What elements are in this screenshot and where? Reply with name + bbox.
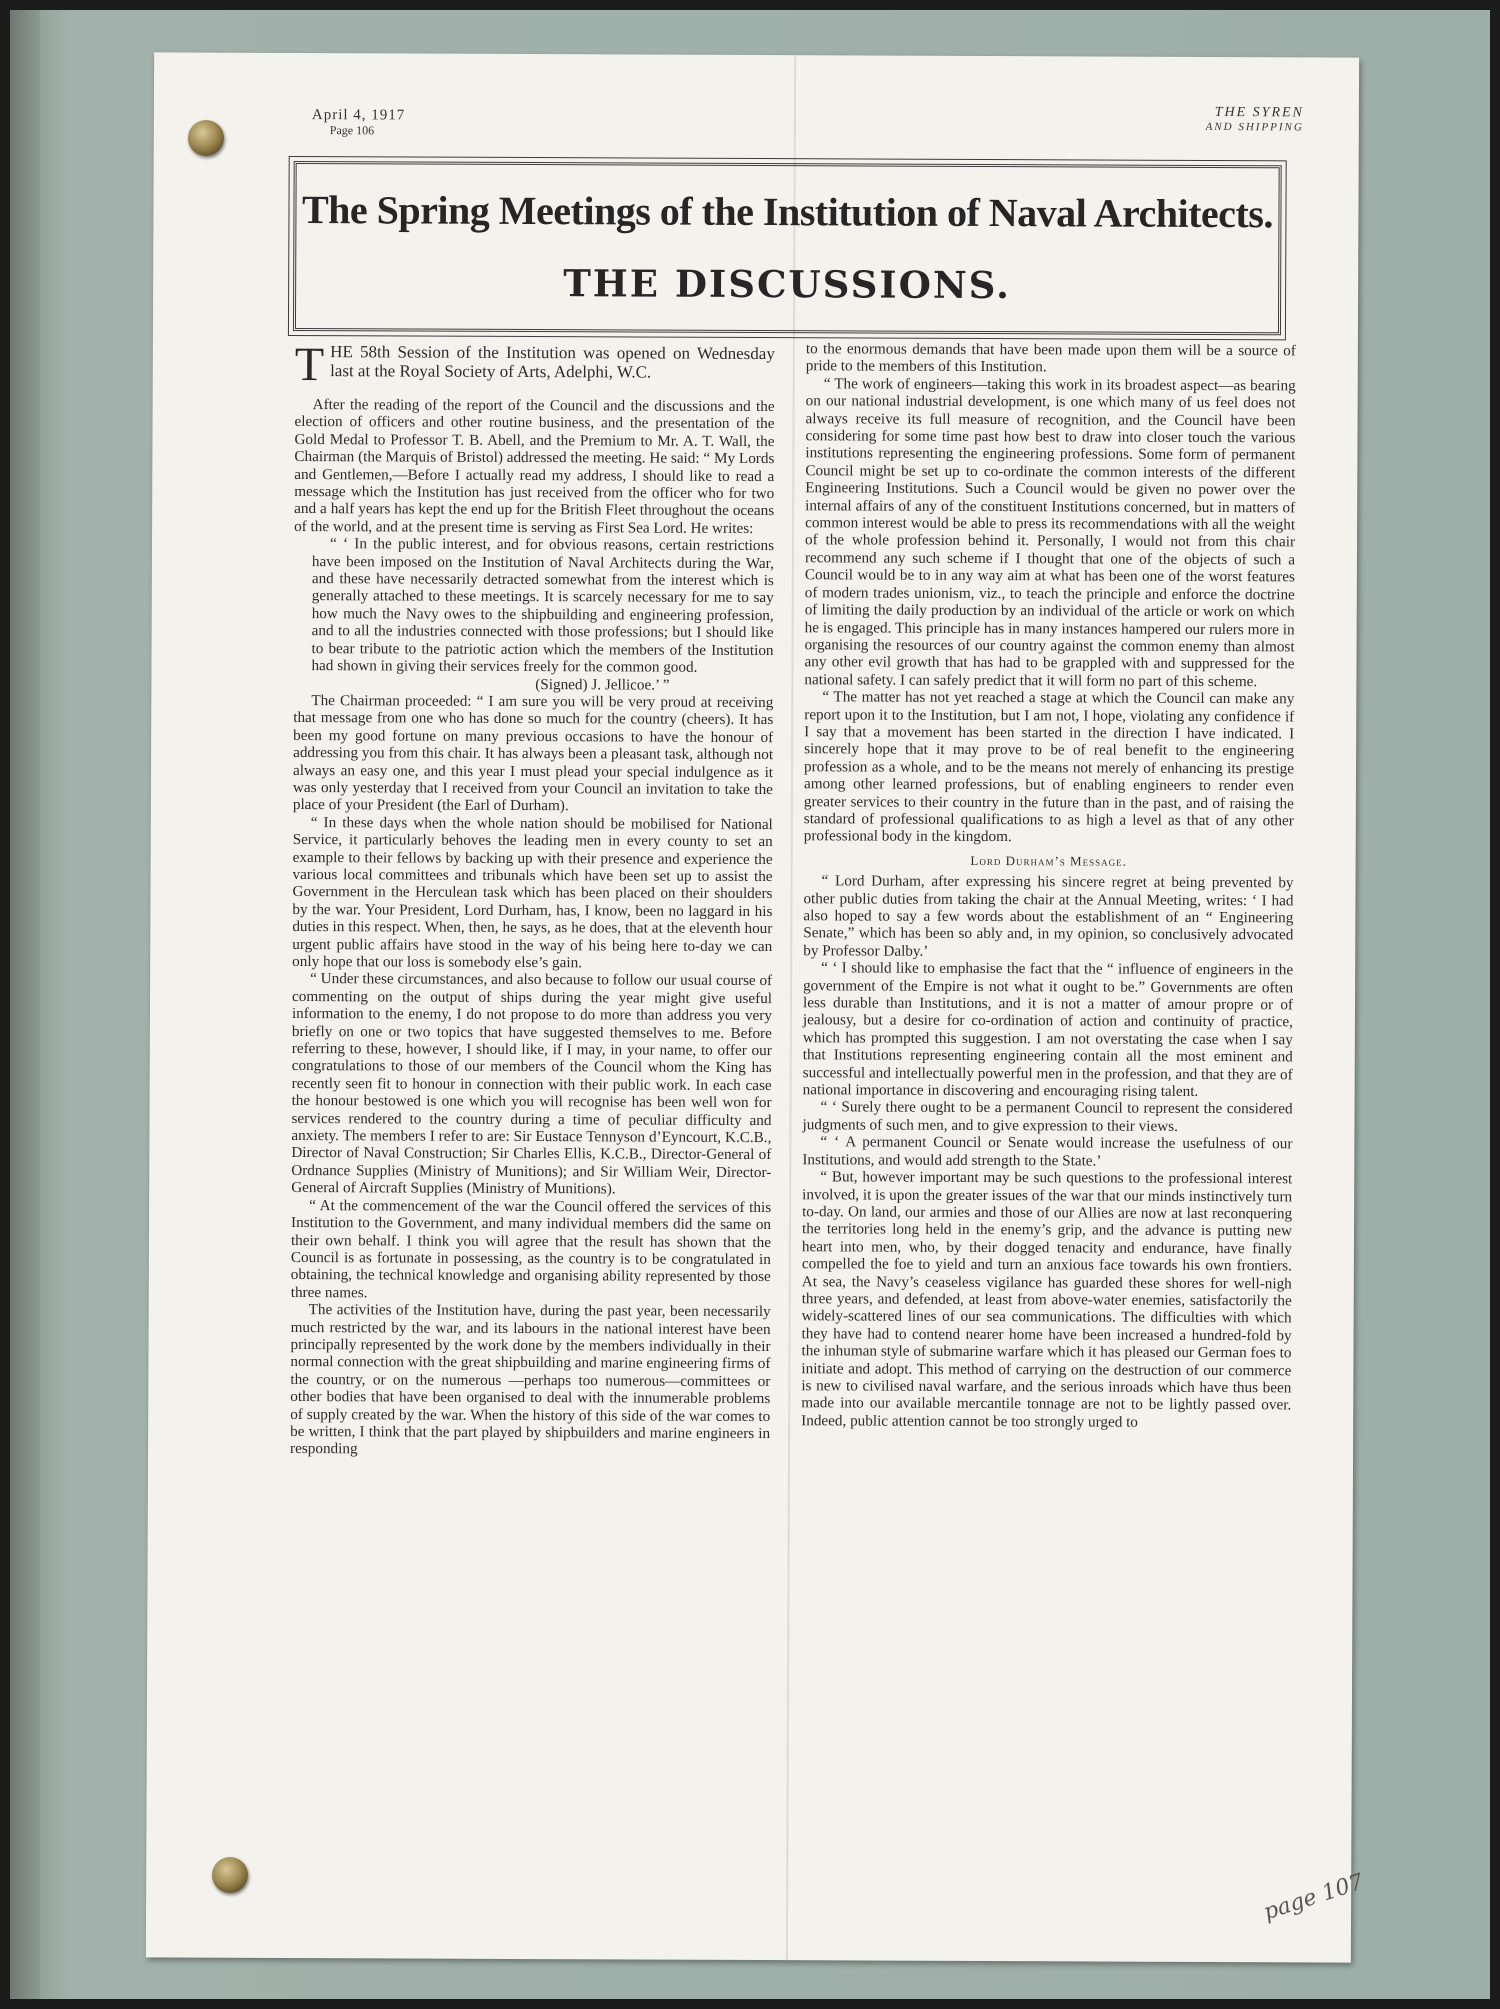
- binding-rivet-top: [188, 120, 224, 156]
- article-title: The Spring Meetings of the Institution of Naval Architects.: [301, 187, 1273, 237]
- issue-header: [312, 108, 406, 138]
- paragraph: The activities of the Institution have, during the past year, been necessarily much restricted by the war, and its labours in the national interest have been principally represented by the work done by the members individually in their normal connection with the great shipbuilding and marine engineering firms of the country, or on the numerous —perhaps too numerous—committees or other bodies that have been organised to deal with the innumerable problems of supply created by the war. When the history of this side of the war comes to be written, I think that the part played by shipbuilders and marine engineers in responding: [290, 1301, 771, 1458]
- title-box: [293, 161, 1282, 335]
- publication-name: THE SYREN: [1214, 105, 1304, 121]
- paragraph: “ ‘ I should like to emphasise the fact that the “ influence of engineers in the government of the Empire is not what it ought to be.” Governments are often less durable than Institutions, and it is not a matter of amour propre or of jealousy, but a desire for co-ordination of action and continuity of practice, which has prompted this suggestion. I am not overstating the case when I say that Institutions representing engineering contain all the most eminent and successful and intellectually powerful men in the profession, and that they are of national importance in discovering and encouraging rising talent.: [802, 959, 1294, 1101]
- paragraph: “ ‘ Surely there ought to be a permanent Council to represent the considered judgments of such men, and to give expression to their views.: [802, 1098, 1293, 1135]
- signature: (Signed) J. Jellicoe.’ ”: [535, 675, 670, 694]
- paragraph: “ ‘ A permanent Council or Senate would increase the usefulness of our Institutions, and would add strength to the State.’: [802, 1133, 1293, 1170]
- paragraph: “ At the commencement of the war the Council offered the services of this Institution to the Government, and many individual members did the same on their own behalf. I think you will agree that the result has shown that the Council is as fortunate in possessing, as the country is to be congratulated in obtaining, the technical knowledge and organising ability represented by those three names.: [290, 1196, 772, 1302]
- paragraph: After the reading of the report of the Council and the discussions and the election of officers and other routine business, and the presentation of the Gold Medal to Professor T. B. Abell, and the Premium to Mr. A. T. Wall, the Chairman (the Marquis of Bristol) addressed the meeting. He said: “ My Lords and Gentlemen,—Before I actually read my address, I should like to read a message which the Institution has just received from the officer who for two and a half years has kept the end up for the British Fleet throughout the oceans of the world, and at the present time is serving as First Sea Lord. He writes:: [294, 396, 775, 537]
- issue-date: April 4, 1917: [311, 107, 406, 124]
- paragraph: “ In these days when the whole nation should be mobilised for National Service, it particularly behoves the leading men in every county to set an example to their fellows by backing up with their presence and experience the various local committees and tribunals which have been set up to assist the Government in the Herculean task which has been placed on their shoulders by the war. Your President, Lord Durham, has, I know, been no laggard in his duties in this respect. When, then, he says, as he does, that at the eleventh hour urgent public affairs have stood in the way of his being here to-day we can only hope that our loss is somebody else’s gain.: [292, 813, 773, 972]
- binding-rivet-bottom: [212, 1857, 248, 1893]
- paragraph: “ But, however important may be such questions to the professional interest involved, it is upon the greater issues of the war that our minds instinctively turn to-day. On land, our armies and those of our Allies are now at last reconquering the territories long held in the enemy’s grip, and the advance is putting new heart into men, who, by their dogged tenacity and endurance, have finally compelled the foe to yield and turn an anxious face towards his own frontiers. At sea, the Navy’s ceaseless vigilance has guarded these shores for well-nigh three years, and defended, at least from above-water enemies, satisfactorily the widely-scattered lines of our sea communications. The difficulties with which they have had to contend nearer home have been increased a hundred-fold by the inhuman style of submarine warfare which it has pleased our German foes to initiate and adopt. This method of carrying on the destruction of our commerce is new to civilised naval warfare, and the serious inroads which have thus been made into our available mercantile tonnage are not to be lightly passed over. Indeed, public attention cannot be too strongly urged to: [801, 1168, 1293, 1431]
- issue-page-number: Page 106: [329, 123, 375, 138]
- handwritten-page-note: page 107: [1260, 1869, 1367, 1926]
- publication-subtitle: AND SHIPPING: [1205, 120, 1304, 134]
- binding-strip: [10, 10, 40, 1999]
- paragraph: “ The matter has not yet reached a stage at which the Council can make any report upon it to the Institution, but I am not, I hope, violating any confidence if I say that a movement has been started in the direction I have indicated. I sincerely hope that it may prove to be of real benefit to the engineering profession as a whole, and to be the means not merely of enhancing its prestige among other learned professions, but of enabling engineers to render even greater services to their country in the future than in the past, and of raising the standard of professional qualifications to as high a level as that of any other professional body in the kingdom.: [803, 688, 1295, 846]
- left-column: [290, 337, 775, 1460]
- paragraph: “ Lord Durham, after expressing his sincere regret at being prevented by other public duties from taking the chair at the Annual Meeting, writes: ‘ I had also hoped to say a few words about the establishment of an “ Engineering Senate,” which has been so ably and, in my opinion, so conclusively advocated by Professor Dalby.’: [803, 872, 1294, 960]
- paragraph: The Chairman proceeded: “ I am sure you will be very proud at receiving that message from one who has done so much for the country (cheers). It has been my good fortune on many previous occasions to have the honour of addressing you from this chair. It has always been a pleasant task, although not always an easy one, and this year I must plead your special indulgence as it was only yesterday that I received from your Council an invitation to take the place of your President (the Earl of Durham).: [292, 691, 774, 815]
- publication-header: [1124, 105, 1304, 136]
- quote-paragraph: “ ‘ In the public interest, and for obvious reasons, certain restrictions have been imposed on the Institution of Naval Architects during the War, and these have necessarily detracted somewhat from the interest which is generally attached to these meetings. It is scarcely necessary for me to say how much the Navy owes to the shipbuilding and engineering profession, and to all the industries connected with those professions; but I should like to bear tribute to the patriotic action which the members of the Institution had shown in giving their services freely for the common good.: [311, 535, 775, 676]
- section-subheading: Lord Durham’s Message.: [970, 852, 1127, 869]
- newspaper-page: [146, 52, 1359, 1962]
- lead-text: HE 58th Session of the Institution was opened on Wednesday last at the Royal Society of Arts, Adelphi, W.C.: [330, 342, 775, 382]
- article-subtitle: THE DISCUSSIONS.: [563, 261, 1012, 308]
- paragraph: “ Under these circumstances, and also because to follow our usual course of commenting on the output of ships during the year might give useful information to the enemy, I do not propose to do more than address you very briefly on one or two topics that have suggested themselves to me. Before referring to these, however, I should like, if I may, in your name, to offer our congratulations to those of our members of the Council whom the King has recently seen fit to honour in connection with their public work. In each case the honour bestowed is one which you will recognise has been well won for services rendered to the country during a time of peculiar difficulty and anxiety. The members I refer to are: Sir Eustace Tennyson d’Eyncourt, K.C.B., Director of Naval Construction; Sir Charles Ellis, K.C.B., Director-General of Ordnance Supplies (Ministry of Munitions); and Sir William Weir, Director-General of Aircraft Supplies (Ministry of Munitions).: [291, 970, 773, 1198]
- page-fold: [786, 55, 796, 1960]
- paragraph: “ The work of engineers—taking this work in its broadest aspect—as bearing on our national industrial development, is one which many of us feel does not always receive its full measure of recognition, and the Council have been considering for some time past how best to draw into closer touch the various institutions representing the engineering professions. Some form of permanent Council might be set up to co-ordinate the common interests of the different Engineering Institutions. Such a Council would be given no power over the internal affairs of any of the constituent Institutions concerned, but in matters of common interest would be able to press its recommendations with all the weight of the whole profession behind it. Personally, I would not from this chair recommend any such scheme if I thought that one of the objects of such a Council would be to in any way aim at what has been one of the worst features of modern trades unionism, viz., to teach the principle and enforce the doctrine of limiting the daily production by an individual of the article or work on which he is engaged. This principle has in many instances hampered our rulers more in organising the resources of our country against the common enemy than almost any other evil growth that has had to be grappled with and suppressed for the national safety. I can safely predict that it will form no part of this scheme.: [804, 375, 1296, 690]
- right-column: [801, 340, 1296, 1431]
- lead-paragraph: [294, 337, 775, 392]
- drop-cap: T: [294, 337, 325, 392]
- paragraph: to the enormous demands that have been made upon them will be a source of pride to the members of this Institution.: [805, 340, 1296, 376]
